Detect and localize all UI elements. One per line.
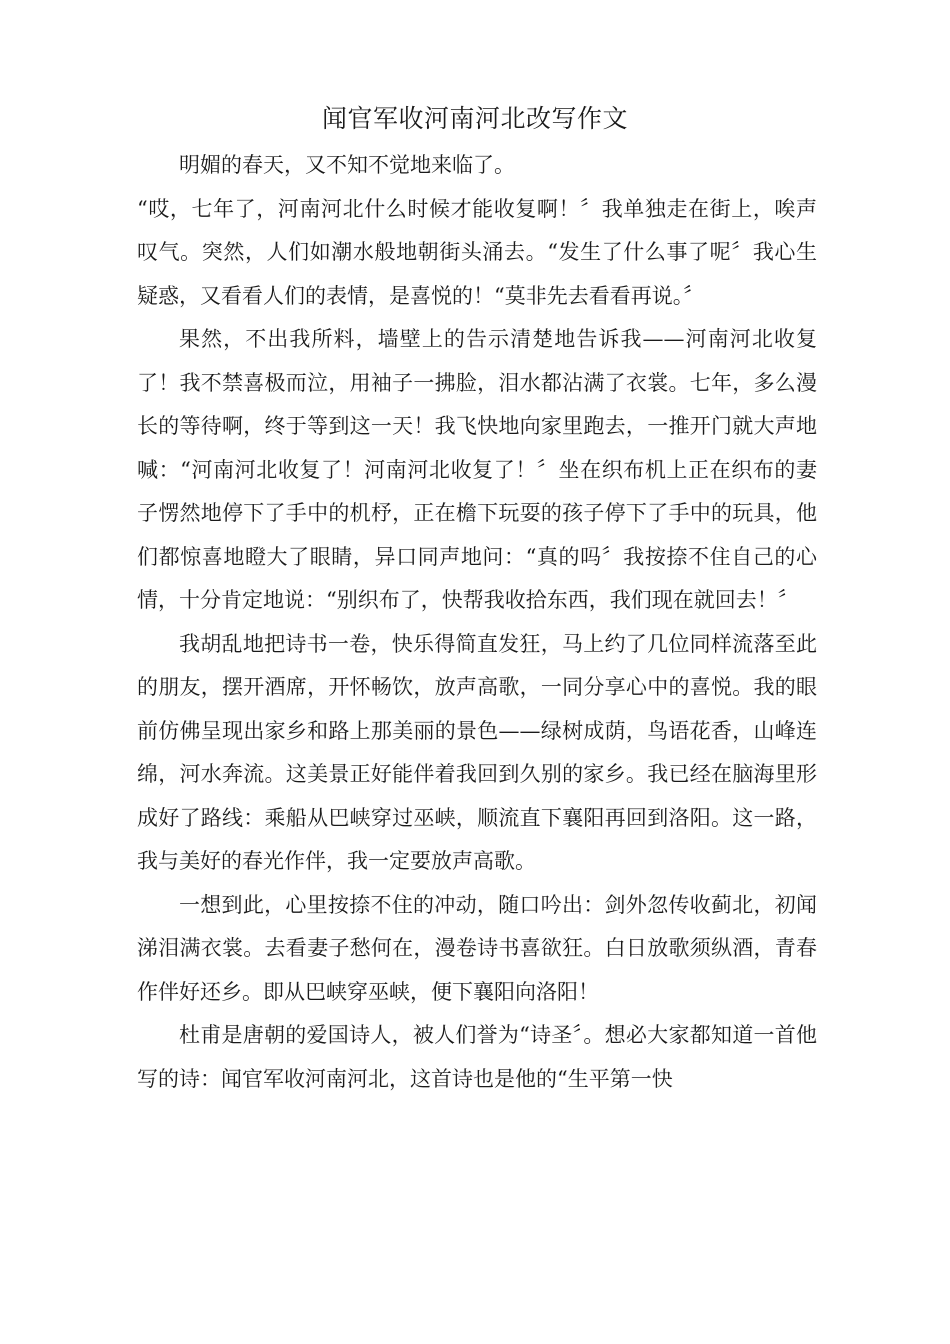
paragraph-2: “哎，七年了，河南河北什么时候才能收复啊！〞我单独走在街上，唉声叹气。突然，人们如潮水般地朝街头涌去。“发生了什么事了呢〞我心生疑惑，又看看人们的表情，是喜悦的！“莫非先去看看再说。〞 (137, 196, 817, 308)
document-body (137, 144, 817, 1101)
paragraph-4: 我胡乱地把诗书一卷，快乐得简直发狂，马上约了几位同样流落至此的朋友，摆开酒席，开怀畅饮，放声高歌，一同分享心中的喜悦。我的眼前仿佛呈现出家乡和路上那美丽的景色——绿树成荫，鸟语花香，山峰连绵，河水奔流。这美景正好能伴着我回到久别的家乡。我已经在脑海里形成好了路线：乘船从巴峡穿过巫峡，顺流直下襄阳再回到洛阳。这一路，我与美好的春光作伴，我一定要放声高歌。 (137, 631, 817, 873)
paragraph-1: 明媚的春天，又不知不觉地来临了。 (179, 153, 515, 177)
paragraph-3: 果然，不出我所料，墙壁上的告示清楚地告诉我——河南河北收复了！我不禁喜极而泣，用袖子一拂脸，泪水都沾满了衣裳。七年，多么漫长的等待啊，终于等到这一天！我飞快地向家里跑去，一推开门就大声地喊：“河南河北收复了！河南河北收复了！〞坐在织布机上正在织布的妻子愣然地停下了手中的机杼，正在檐下玩耍的孩子停下了手中的玩具，他们都惊喜地瞪大了眼睛，异口同声地问：“真的吗〞我按捺不住自己的心情，十分肯定地说：“别织布了，快帮我收拾东西，我们现在就回去！〞 (137, 327, 817, 612)
document-title: 闻官军收河南河北改写作文 (321, 104, 628, 133)
paragraph-6: 杜甫是唐朝的爱国诗人，被人们誉为“诗圣〞。想必大家都知道一首他写的诗：闻官军收河南河北，这首诗也是他的“生平第一快 (137, 1023, 817, 1091)
paragraph-5: 一想到此，心里按捺不住的冲动，随口吟出：剑外忽传收蓟北，初闻涕泪满衣裳。去看妻子愁何在，漫卷诗书喜欲狂。白日放歌须纵酒，青春作伴好还乡。即从巴峡穿巫峡，便下襄阳向洛阳！ (137, 892, 817, 1004)
